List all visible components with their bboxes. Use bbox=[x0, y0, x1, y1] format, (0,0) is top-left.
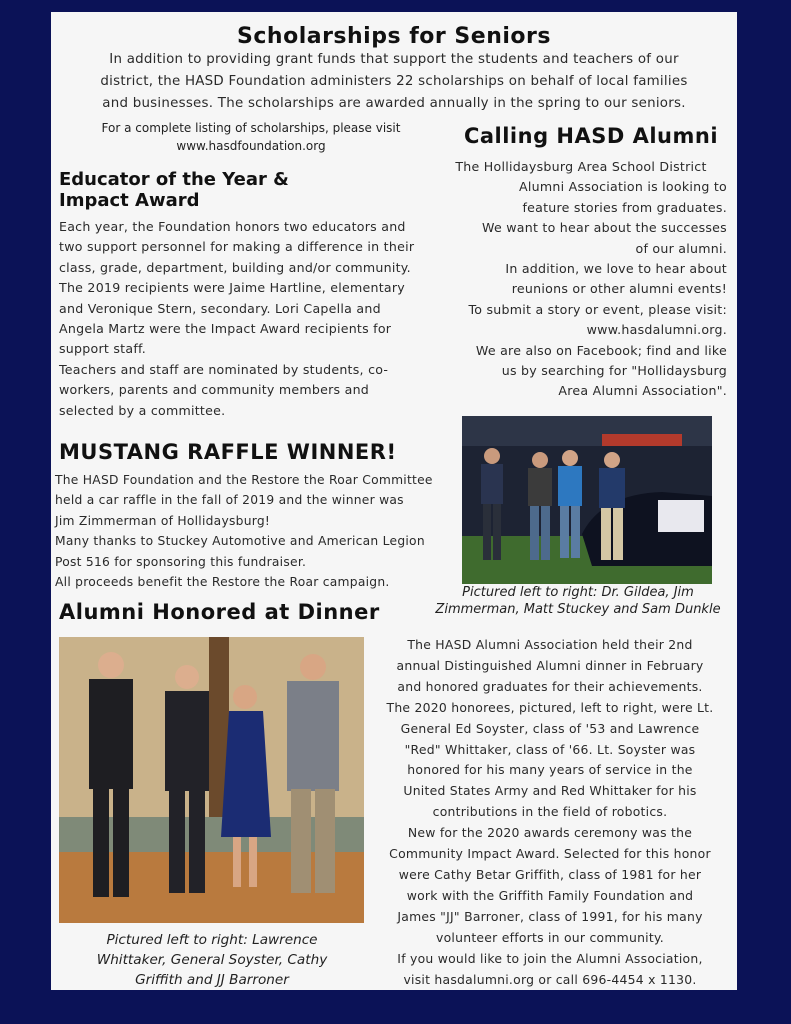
raffle-line: The HASD Foundation and the Restore the Roar Committee bbox=[55, 473, 433, 487]
educator-title-line: Educator of the Year & bbox=[59, 169, 289, 190]
educator-line: two support personnel for making a difference in their bbox=[59, 239, 415, 255]
alumni-call-line: reunions or other alumni events! bbox=[511, 281, 727, 297]
alumni-call-line: us by searching for "Hollidaysburg bbox=[501, 363, 727, 379]
dinner-body bbox=[372, 635, 728, 990]
dinner-line: annual Distinguished Alumni dinner in February bbox=[396, 657, 704, 673]
scholarships-title: Scholarships for Seniors bbox=[237, 24, 551, 49]
alumni-call-line: Area Alumni Association". bbox=[558, 383, 727, 399]
raffle-photo-caption bbox=[421, 584, 735, 618]
raffle-line: Post 516 for sponsoring this fundraiser. bbox=[55, 554, 307, 569]
dinner-caption-line: Whittaker, General Soyster, Cathy bbox=[96, 952, 328, 968]
dinner-line: honored for his many years of service in the bbox=[407, 762, 693, 778]
dinner-photo bbox=[59, 637, 364, 923]
raffle-line: Many thanks to Stuckey Automotive and American Legion bbox=[55, 534, 425, 549]
educator-line: Angela Martz were the Impact Award recipients for bbox=[59, 321, 392, 337]
dinner-line: volunteer efforts in our community. bbox=[436, 929, 664, 945]
intro-line: In addition to providing grant funds that support the students and teachers of our bbox=[109, 52, 679, 67]
intro-line: district, the HASD Foundation administers 22 scholarships on behalf of local families bbox=[100, 74, 688, 89]
dinner-link-line[interactable]: visit hasdalumni.org or call 696-4454 x 1130. bbox=[403, 971, 697, 987]
educator-line: and Veronique Stern, secondary. Lori Capella and bbox=[59, 300, 381, 316]
educator-line: selected by a committee. bbox=[59, 402, 226, 418]
alumni-call-line: To submit a story or event, please visit: bbox=[468, 301, 727, 317]
dinner-caption-line: Griffith and JJ Barroner bbox=[135, 972, 289, 988]
dinner-line: were Cathy Betar Griffith, class of 1981 for her bbox=[398, 866, 702, 882]
alumni-call-line: The Hollidaysburg Area School District bbox=[455, 159, 707, 174]
raffle-caption-line: Pictured left to right: Dr. Gildea, Jim bbox=[462, 585, 694, 600]
alumni-call-line: In addition, we love to hear about bbox=[505, 261, 727, 277]
dinner-line: The 2020 honorees, pictured, left to right, were Lt. bbox=[386, 699, 714, 715]
raffle-photo-illustration bbox=[462, 416, 712, 584]
dinner-line: United States Army and Red Whittaker for his bbox=[403, 783, 697, 799]
dinner-line: "Red" Whittaker, class of '66. Lt. Soyster was bbox=[404, 741, 696, 757]
alumni-call-line: of our alumni. bbox=[635, 240, 727, 256]
educator-line: Each year, the Foundation honors two educators and bbox=[59, 219, 406, 234]
educator-line: workers, parents and community members and bbox=[59, 382, 370, 398]
raffle-caption-line: Zimmerman, Matt Stuckey and Sam Dunkle bbox=[435, 602, 721, 617]
raffle-photo bbox=[462, 416, 712, 584]
dinner-line: Community Impact Award. Selected for this honor bbox=[389, 846, 711, 862]
dinner-photo-caption bbox=[67, 930, 357, 990]
dinner-line: work with the Griffith Family Foundation and bbox=[406, 887, 694, 903]
educator-title bbox=[59, 169, 379, 211]
dinner-title: Alumni Honored at Dinner bbox=[59, 600, 380, 624]
dinner-line: contributions in the field of robotics. bbox=[432, 804, 668, 820]
alumni-call-line: feature stories from graduates. bbox=[522, 199, 727, 215]
educator-line: support staff. bbox=[59, 341, 147, 357]
alumni-call-title: Calling HASD Alumni bbox=[463, 124, 719, 148]
scholarships-intro bbox=[51, 49, 737, 115]
dinner-line: If you would like to join the Alumni Association, bbox=[397, 950, 703, 966]
educator-line: Teachers and staff are nominated by students, co- bbox=[59, 361, 389, 377]
dinner-caption-line: Pictured left to right: Lawrence bbox=[106, 932, 318, 948]
dinner-photo-illustration bbox=[59, 637, 364, 923]
dinner-line: New for the 2020 awards ceremony was the bbox=[407, 825, 693, 841]
alumni-call-link[interactable]: www.hasdalumni.org. bbox=[586, 322, 727, 338]
raffle-line: Jim Zimmerman of Hollidaysburg! bbox=[55, 513, 271, 528]
educator-line: The 2019 recipients were Jaime Hartline, elementary bbox=[59, 280, 405, 296]
raffle-body bbox=[55, 470, 455, 592]
educator-title-line: Impact Award bbox=[59, 190, 200, 211]
alumni-call-body bbox=[435, 157, 727, 402]
raffle-line: All proceeds benefit the Restore the Roar campaign. bbox=[55, 575, 390, 590]
dinner-line: and honored graduates for their achievements. bbox=[397, 678, 703, 694]
educator-body bbox=[59, 217, 449, 421]
educator-line: class, grade, department, building and/or community. bbox=[59, 259, 411, 275]
dinner-line: The HASD Alumni Association held their 2nd bbox=[407, 637, 693, 652]
scholarships-listing bbox=[71, 119, 431, 155]
intro-line: and businesses. The scholarships are awarded annually in the spring to our seniors. bbox=[102, 96, 686, 111]
alumni-call-line: Alumni Association is looking to bbox=[519, 179, 727, 195]
listing-line: For a complete listing of scholarships, please visit bbox=[101, 121, 401, 135]
alumni-call-line: We are also on Facebook; find and like bbox=[475, 342, 727, 358]
raffle-title: MUSTANG RAFFLE WINNER! bbox=[59, 440, 397, 464]
dinner-line: James "JJ" Barroner, class of 1991, for his many bbox=[397, 908, 703, 924]
listing-link[interactable]: www.hasdfoundation.org bbox=[176, 139, 326, 153]
dinner-line: General Ed Soyster, class of '53 and Lawrence bbox=[400, 720, 700, 736]
newsletter-page bbox=[51, 12, 737, 990]
alumni-call-line: We want to hear about the successes bbox=[481, 220, 727, 236]
raffle-line: held a car raffle in the fall of 2019 and the winner was bbox=[55, 493, 404, 508]
